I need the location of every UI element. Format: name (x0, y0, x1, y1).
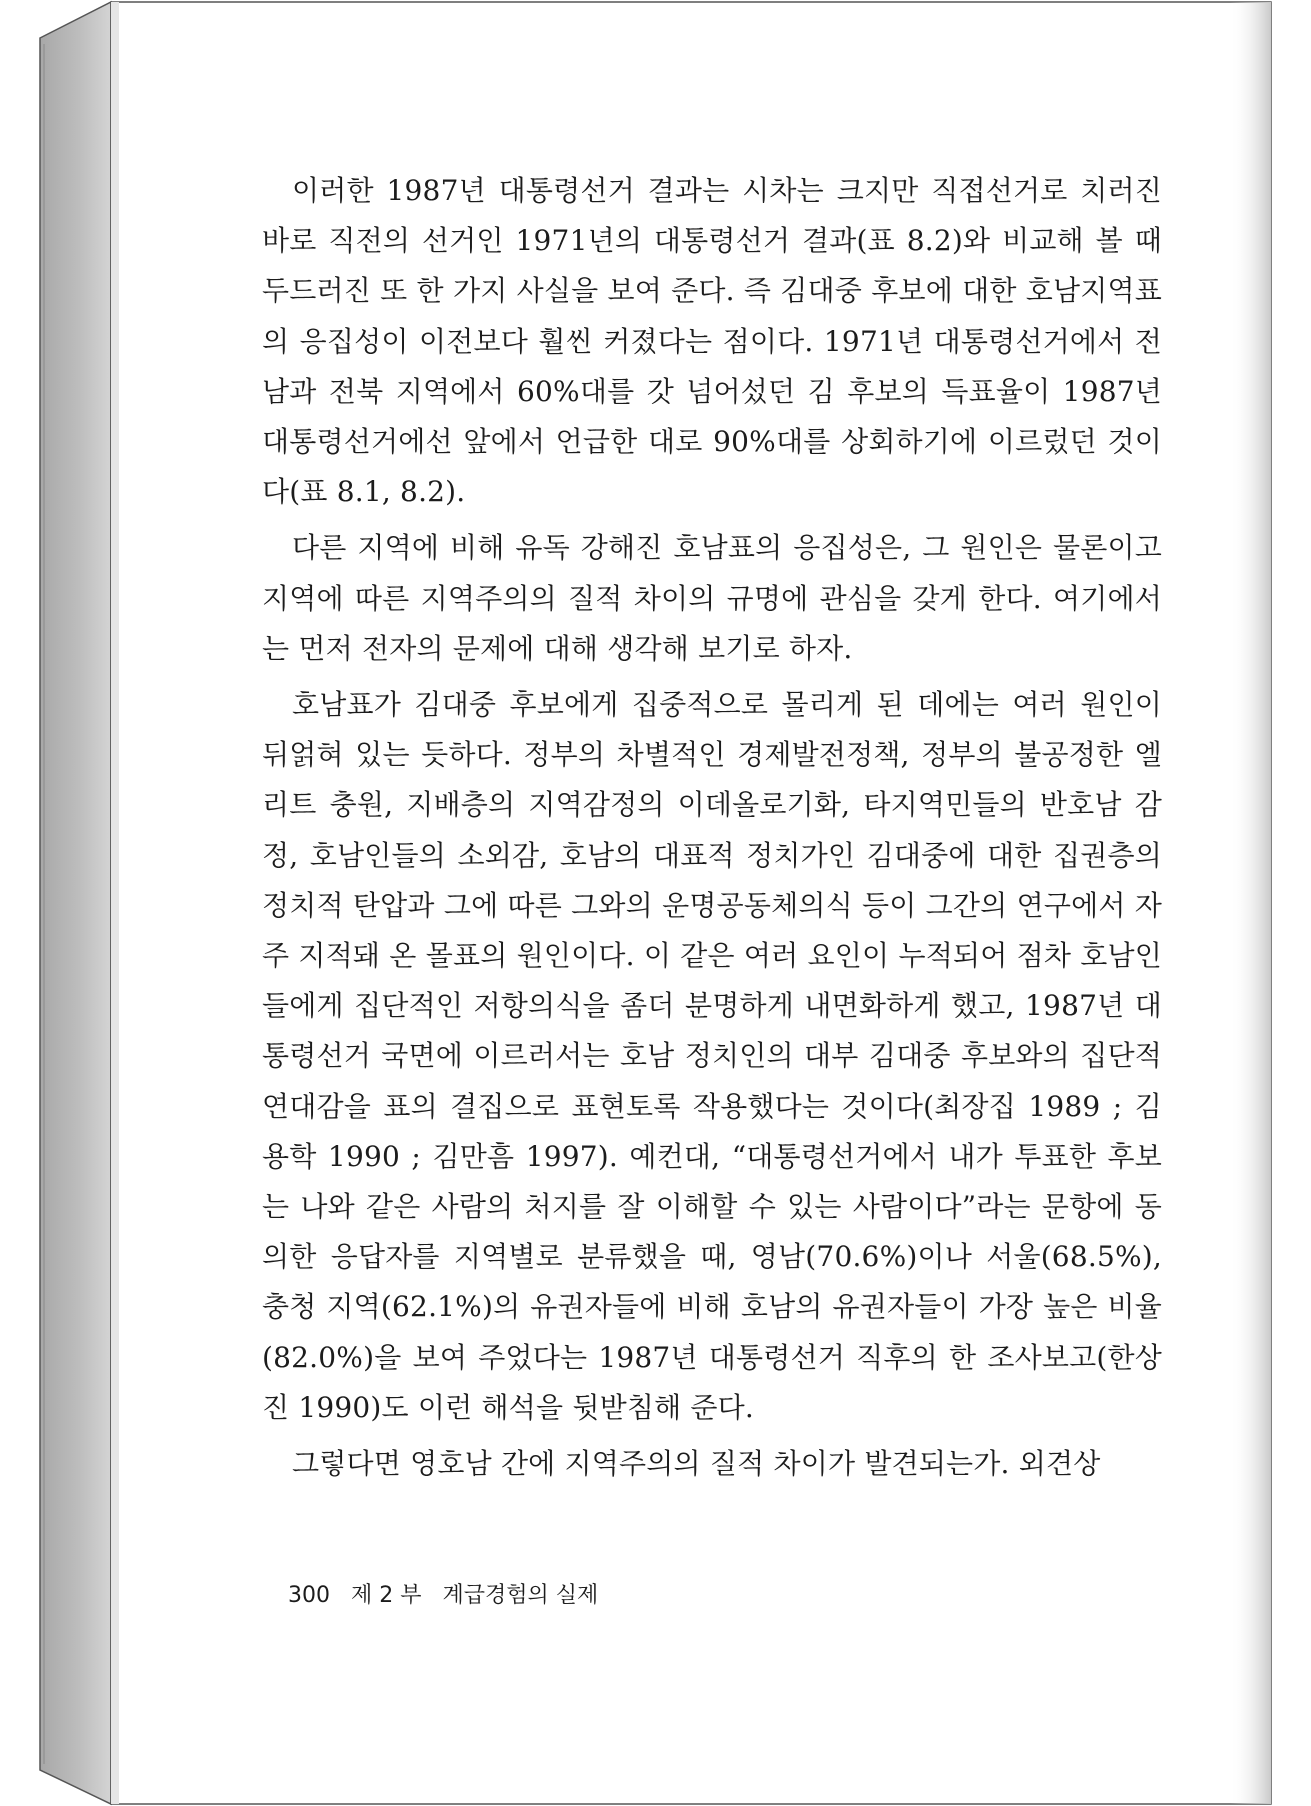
paragraph: 호남표가 김대중 후보에게 집중적으로 몰리게 된 데에는 여러 원인이 뒤얽혀 있는 듯하다. 정부의 차별적인 경제발전정책, 정부의 불공정한 엘리트 충원, 지배층의 지역감정의 이데올로기화, 타지역민들의 반호남 감정, 호남인들의 소외감, 호남의 대표적 정치가인 김대중에 대한 집권층의 정치적 탄압과 그에 따른 그와의 운명공동체의식 등이 그간의 연구에서 자주 지적돼 온 몰표의 원인이다. 이 같은 여러 요인이 누적되어 점차 호남인들에게 집단적인 저항의식을 좀더 분명하게 내면화하게 했고, 1987년 대통령선거 국면에 이르러서는 호남 정치인의 대부 김대중 후보와의 집단적 연대감을 표의 결집으로 표현토록 작용했다는 것이다(최장집 1989 ; 김용학 1990 ; 김만흠 1997). 예컨대, “대통령선거에서 내가 투표한 후보는 나와 같은 사람의 처지를 잘 이해할 수 있는 사람이다”라는 문항에 동의한 응답자를 지역별로 분류했을 때, 영남(70.6%)이나 서울(68.5%), 충청 지역(62.1%)의 유권자들에 비해 호남의 유권자들이 가장 높은 비율(82.0%)을 보여 주었다는 1987년 대통령선거 직후의 한 조사보고(한상진 1990)도 이런 해석을 뒷받침해 준다. (262, 688, 1162, 1424)
paragraph: 그렇다면 영호남 간에 지역주의의 질적 차이가 발견되는가. 외견상 (292, 1447, 1101, 1481)
paragraph: 다른 지역에 비해 유독 강해진 호남표의 응집성은, 그 원인은 물론이고 지역에 따른 지역주의의 질적 차이의 규명에 관심을 갖게 한다. 여기에서는 먼저 전자의 문제에 대해 생각해 보기로 하자. (262, 531, 1162, 665)
paragraph: 이러한 1987년 대통령선거 결과는 시차는 크지만 직접선거로 치러진 바로 직전의 선거인 1971년의 대통령선거 결과(표 8.2)와 비교해 볼 때 두드러진 또 한 가지 사실을 보여 준다. 즉 김대중 후보에 대한 호남지역표의 응집성이 이전보다 훨씬 커졌다는 점이다. 1971년 대통령선거에서 전남과 전북 지역에서 60%대를 갓 넘어섰던 김 후보의 득표율이 1987년 대통령선거에선 앞에서 언급한 대로 90%대를 상회하기에 이르렀던 것이다(표 8.1, 8.2). (262, 174, 1162, 509)
part-label: 제 2 부 (351, 1583, 422, 1608)
page-footer (288, 1578, 598, 1609)
running-title: 계급경험의 실제 (442, 1583, 599, 1608)
body-text (262, 166, 1162, 1495)
book-spine (40, 2, 111, 1804)
page-number: 300 (288, 1583, 330, 1608)
